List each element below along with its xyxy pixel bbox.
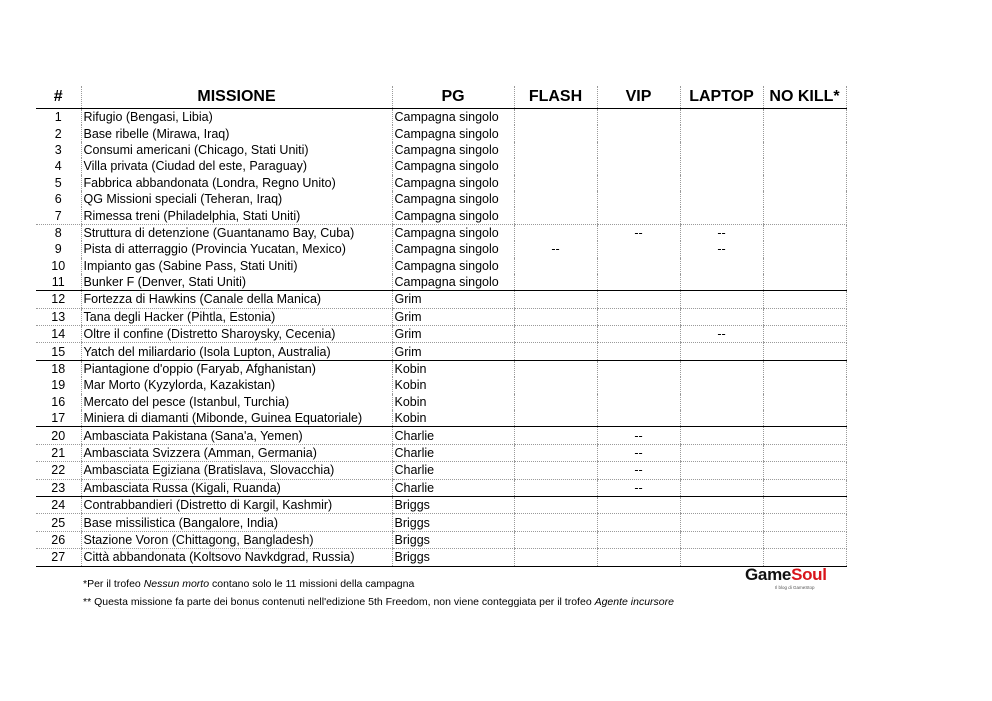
cell-flash <box>514 462 597 479</box>
footnotes <box>83 575 674 611</box>
cell-laptop <box>680 410 763 427</box>
cell-nokill <box>763 549 846 566</box>
cell-flash <box>514 360 597 377</box>
cell-missione: Bunker F (Denver, Stati Uniti) <box>81 274 392 291</box>
table-row <box>36 142 846 158</box>
cell-nokill <box>763 191 846 207</box>
cell-flash <box>514 191 597 207</box>
cell-laptop <box>680 444 763 461</box>
cell-flash <box>514 531 597 548</box>
cell-missione: Ambasciata Pakistana (Sana'a, Yemen) <box>81 427 392 444</box>
cell-nokill <box>763 531 846 548</box>
cell-laptop <box>680 175 763 191</box>
cell-vip <box>597 410 680 427</box>
cell-vip: -- <box>597 462 680 479</box>
cell-vip <box>597 291 680 308</box>
cell-nokill <box>763 496 846 513</box>
cell-vip <box>597 343 680 360</box>
logo-soul: Soul <box>791 565 827 584</box>
cell-missione: Consumi americani (Chicago, Stati Uniti) <box>81 142 392 158</box>
cell-pg: Campagna singolo <box>392 207 514 224</box>
cell-vip <box>597 377 680 393</box>
cell-vip <box>597 125 680 141</box>
cell-missione: Rifugio (Bengasi, Libia) <box>81 109 392 126</box>
footnote-1 <box>83 575 674 593</box>
table-row <box>36 109 846 126</box>
table-row <box>36 462 846 479</box>
cell-missione: Mar Morto (Kyzylorda, Kazakistan) <box>81 377 392 393</box>
cell-pg: Campagna singolo <box>392 109 514 126</box>
cell-pg: Kobin <box>392 410 514 427</box>
cell-num: 5 <box>54 175 62 190</box>
header-vip: VIP <box>597 86 680 109</box>
cell-missione: Contrabbandieri (Distretto di Kargil, Kashmir) <box>81 496 392 513</box>
cell-flash <box>514 258 597 274</box>
cell-missione: Oltre il confine (Distretto Sharoysky, Cecenia) <box>81 326 392 343</box>
cell-pg: Campagna singolo <box>392 125 514 141</box>
cell-pg: Briggs <box>392 514 514 531</box>
cell-flash <box>514 175 597 191</box>
cell-missione: Struttura di detenzione (Guantanamo Bay, Cuba) <box>81 224 392 241</box>
cell-vip <box>597 175 680 191</box>
table-row <box>36 207 846 224</box>
cell-vip <box>597 531 680 548</box>
cell-laptop <box>680 531 763 548</box>
cell-num: 2 <box>54 126 62 141</box>
header-laptop: LAPTOP <box>680 86 763 109</box>
cell-num: 8 <box>54 225 62 240</box>
cell-laptop <box>680 274 763 291</box>
cell-num: 4 <box>54 159 62 174</box>
cell-nokill <box>763 444 846 461</box>
gamesoul-logo <box>745 566 835 594</box>
cell-pg: Kobin <box>392 394 514 410</box>
table-row <box>36 291 846 308</box>
cell-flash <box>514 444 597 461</box>
cell-vip <box>597 326 680 343</box>
cell-missione: Base missilistica (Bangalore, India) <box>81 514 392 531</box>
cell-num: 15 <box>36 343 81 360</box>
cell-laptop <box>680 142 763 158</box>
cell-vip <box>597 241 680 257</box>
cell-num: 1 <box>54 110 62 125</box>
cell-pg: Campagna singolo <box>392 158 514 174</box>
cell-missione: Ambasciata Russa (Kigali, Ruanda) <box>81 479 392 496</box>
cell-laptop <box>680 125 763 141</box>
table-row <box>36 274 846 291</box>
cell-flash <box>514 291 597 308</box>
header-missione: MISSIONE <box>81 86 392 109</box>
footnote-2-trophy: Agente incursore <box>594 596 674 608</box>
table-row <box>36 394 846 410</box>
table-row <box>36 241 846 257</box>
cell-num: 13 <box>36 308 81 325</box>
cell-pg: Kobin <box>392 360 514 377</box>
header-flash: FLASH <box>514 86 597 109</box>
cell-num: 23 <box>36 479 81 496</box>
cell-nokill <box>763 241 846 257</box>
cell-flash <box>514 377 597 393</box>
table-row <box>36 410 846 427</box>
cell-flash: -- <box>514 241 597 257</box>
missions-table <box>36 86 847 567</box>
cell-pg: Charlie <box>392 462 514 479</box>
table-row <box>36 191 846 207</box>
cell-vip <box>597 142 680 158</box>
cell-laptop <box>680 291 763 308</box>
cell-missione: Ambasciata Svizzera (Amman, Germania) <box>81 444 392 461</box>
cell-flash <box>514 125 597 141</box>
cell-laptop <box>680 308 763 325</box>
cell-flash <box>514 549 597 566</box>
cell-laptop <box>680 496 763 513</box>
cell-nokill <box>763 308 846 325</box>
cell-flash <box>514 274 597 291</box>
cell-nokill <box>763 175 846 191</box>
cell-pg: Grim <box>392 326 514 343</box>
table-row <box>36 258 846 274</box>
cell-vip <box>597 109 680 126</box>
cell-vip <box>597 207 680 224</box>
cell-num: 21 <box>36 444 81 461</box>
header-pg: PG <box>392 86 514 109</box>
cell-vip <box>597 274 680 291</box>
cell-num: 3 <box>54 142 62 157</box>
cell-num: 10 <box>51 258 66 273</box>
cell-pg: Campagna singolo <box>392 142 514 158</box>
table-row <box>36 360 846 377</box>
cell-pg: Grim <box>392 291 514 308</box>
cell-missione: Fortezza di Hawkins (Canale della Manica) <box>81 291 392 308</box>
table-row <box>36 326 846 343</box>
cell-laptop <box>680 514 763 531</box>
cell-laptop <box>680 109 763 126</box>
cell-num: 16 <box>51 394 66 409</box>
cell-num: 18 <box>51 362 66 377</box>
logo-game: Game <box>745 565 792 584</box>
cell-vip <box>597 191 680 207</box>
cell-num: 25 <box>36 514 81 531</box>
cell-nokill <box>763 427 846 444</box>
cell-nokill <box>763 158 846 174</box>
cell-pg: Briggs <box>392 496 514 513</box>
cell-nokill <box>763 377 846 393</box>
cell-pg: Charlie <box>392 444 514 461</box>
footnote-1-suffix: contano solo le 11 missioni della campagna <box>209 578 415 590</box>
table-row <box>36 377 846 393</box>
cell-missione: Yatch del miliardario (Isola Lupton, Australia) <box>81 343 392 360</box>
footnote-2-text: ** Questa missione fa parte dei bonus contenuti nell'edizione 5th Freedom, non viene conteggiata per il trofeo <box>83 596 595 608</box>
cell-vip <box>597 308 680 325</box>
cell-missione: Fabbrica abbandonata (Londra, Regno Unito) <box>81 175 392 191</box>
cell-pg: Campagna singolo <box>392 191 514 207</box>
cell-pg: Campagna singolo <box>392 241 514 257</box>
table-row <box>36 343 846 360</box>
cell-vip <box>597 496 680 513</box>
cell-nokill <box>763 109 846 126</box>
cell-missione: Mercato del pesce (Istanbul, Turchia) <box>81 394 392 410</box>
cell-flash <box>514 394 597 410</box>
cell-nokill <box>763 360 846 377</box>
table-row <box>36 531 846 548</box>
cell-num: 9 <box>54 242 62 257</box>
cell-pg: Campagna singolo <box>392 224 514 241</box>
table-row <box>36 224 846 241</box>
cell-nokill <box>763 291 846 308</box>
cell-num: 26 <box>36 531 81 548</box>
cell-laptop <box>680 427 763 444</box>
cell-pg: Briggs <box>392 531 514 548</box>
cell-pg: Campagna singolo <box>392 175 514 191</box>
cell-pg: Campagna singolo <box>392 258 514 274</box>
cell-num: 22 <box>36 462 81 479</box>
cell-missione: Piantagione d'oppio (Faryab, Afghanistan) <box>81 360 392 377</box>
cell-flash <box>514 427 597 444</box>
footnote-2 <box>83 593 674 611</box>
cell-pg: Briggs <box>392 549 514 566</box>
cell-nokill <box>763 207 846 224</box>
table-row <box>36 125 846 141</box>
cell-num: 14 <box>36 326 81 343</box>
cell-flash <box>514 158 597 174</box>
cell-missione: Base ribelle (Mirawa, Iraq) <box>81 125 392 141</box>
cell-missione: Stazione Voron (Chittagong, Bangladesh) <box>81 531 392 548</box>
table-row <box>36 479 846 496</box>
cell-vip <box>597 360 680 377</box>
cell-vip <box>597 394 680 410</box>
table-row <box>36 514 846 531</box>
cell-num: 7 <box>36 207 81 224</box>
cell-laptop: -- <box>680 326 763 343</box>
cell-nokill <box>763 410 846 427</box>
cell-laptop <box>680 377 763 393</box>
cell-laptop <box>680 360 763 377</box>
cell-pg: Grim <box>392 308 514 325</box>
cell-nokill <box>763 326 846 343</box>
cell-num: 27 <box>36 549 81 566</box>
cell-laptop <box>680 462 763 479</box>
cell-laptop <box>680 258 763 274</box>
cell-pg: Campagna singolo <box>392 274 514 291</box>
cell-nokill <box>763 394 846 410</box>
cell-laptop <box>680 479 763 496</box>
cell-vip <box>597 549 680 566</box>
cell-nokill <box>763 224 846 241</box>
cell-flash <box>514 514 597 531</box>
cell-flash <box>514 496 597 513</box>
cell-vip: -- <box>597 224 680 241</box>
footnote-1-trophy: Nessun morto <box>143 578 210 590</box>
cell-num: 20 <box>36 427 81 444</box>
cell-flash <box>514 109 597 126</box>
cell-flash <box>514 410 597 427</box>
cell-flash <box>514 142 597 158</box>
cell-laptop <box>680 549 763 566</box>
cell-num: 24 <box>36 496 81 513</box>
cell-missione: QG Missioni speciali (Teheran, Iraq) <box>81 191 392 207</box>
table-row <box>36 427 846 444</box>
cell-vip: -- <box>597 444 680 461</box>
cell-nokill <box>763 462 846 479</box>
footnote-1-text: *Per il trofeo <box>83 578 144 590</box>
cell-laptop <box>680 343 763 360</box>
cell-num: 6 <box>54 192 62 207</box>
cell-laptop <box>680 207 763 224</box>
cell-laptop: -- <box>680 224 763 241</box>
table-row <box>36 158 846 174</box>
cell-pg: Charlie <box>392 479 514 496</box>
cell-laptop <box>680 158 763 174</box>
cell-missione: Ambasciata Egiziana (Bratislava, Slovacchia) <box>81 462 392 479</box>
cell-pg: Grim <box>392 343 514 360</box>
cell-nokill <box>763 125 846 141</box>
cell-laptop <box>680 191 763 207</box>
cell-laptop <box>680 394 763 410</box>
cell-pg: Charlie <box>392 427 514 444</box>
cell-nokill <box>763 258 846 274</box>
missions-body <box>36 109 846 567</box>
header-row <box>36 86 846 109</box>
cell-num: 17 <box>36 410 81 427</box>
table-row <box>36 549 846 566</box>
cell-flash <box>514 479 597 496</box>
header-num: # <box>36 86 81 109</box>
cell-missione: Tana degli Hacker (Pihtla, Estonia) <box>81 308 392 325</box>
cell-num: 12 <box>36 291 81 308</box>
cell-nokill <box>763 514 846 531</box>
cell-vip: -- <box>597 479 680 496</box>
cell-missione: Città abbandonata (Koltsovo Navkdgrad, Russia) <box>81 549 392 566</box>
cell-missione: Rimessa treni (Philadelphia, Stati Uniti) <box>81 207 392 224</box>
cell-laptop: -- <box>680 241 763 257</box>
table-row <box>36 444 846 461</box>
cell-nokill <box>763 274 846 291</box>
cell-vip <box>597 158 680 174</box>
cell-nokill <box>763 343 846 360</box>
cell-missione: Villa privata (Ciudad del este, Paraguay) <box>81 158 392 174</box>
cell-flash <box>514 224 597 241</box>
cell-flash <box>514 326 597 343</box>
cell-missione: Impianto gas (Sabine Pass, Stati Uniti) <box>81 258 392 274</box>
cell-missione: Pista di atterraggio (Provincia Yucatan, Mexico) <box>81 241 392 257</box>
cell-nokill <box>763 142 846 158</box>
logo-tagline: Il blog di GameStop <box>775 585 815 590</box>
cell-missione: Miniera di diamanti (Mibonde, Guinea Equatoriale) <box>81 410 392 427</box>
table-row <box>36 175 846 191</box>
cell-num: 19 <box>51 378 66 393</box>
cell-flash <box>514 308 597 325</box>
cell-flash <box>514 207 597 224</box>
cell-nokill <box>763 479 846 496</box>
cell-vip <box>597 514 680 531</box>
header-nokill: NO KILL* <box>763 86 846 109</box>
cell-pg: Kobin <box>392 377 514 393</box>
cell-vip: -- <box>597 427 680 444</box>
table-row <box>36 308 846 325</box>
table-row <box>36 496 846 513</box>
cell-num: 11 <box>36 274 81 291</box>
cell-vip <box>597 258 680 274</box>
cell-flash <box>514 343 597 360</box>
